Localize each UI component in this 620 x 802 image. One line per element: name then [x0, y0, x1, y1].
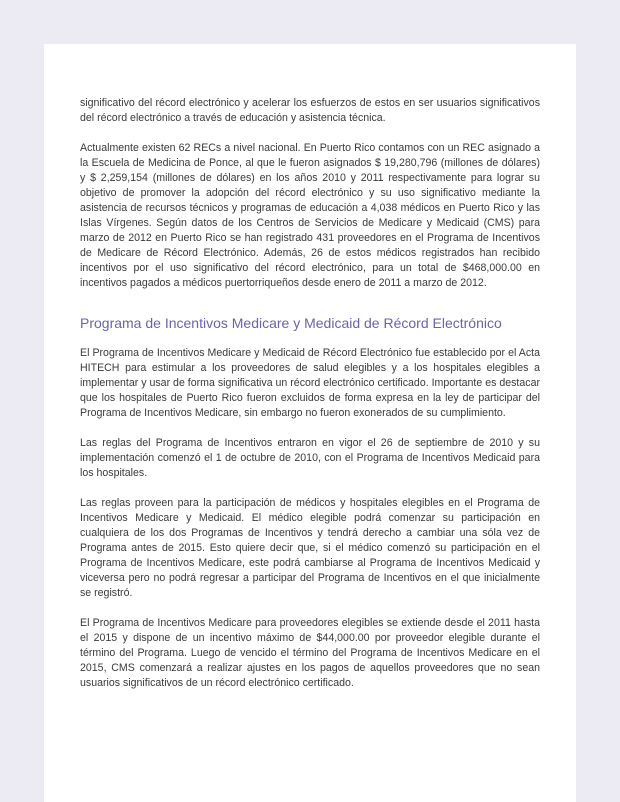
- document-page: [44, 44, 576, 802]
- paragraph-rules-effective: Las reglas del Programa de Incentivos entraron en vigor el 26 de septiembre de 2010 y su implementación comenzó el 1 de octubre de 2010, con el Programa de Incentivos Medicaid para los hospitales.: [80, 437, 540, 479]
- section-heading: Programa de Incentivos Medicare y Medicaid de Récord Electrónico: [80, 315, 502, 331]
- paragraph-continuation: significativo del récord electrónico y acelerar los esfuerzos de estos en ser usuarios significativos del récord electrónico a través de educación y asistencia técnica.: [80, 97, 540, 124]
- paragraph-participation: Las reglas proveen para la participación de médicos y hospitales elegibles en el Programa de Incentivos Medicare y Medicaid. El médico elegible podrá comenzar su participación en cualquiera de los dos Programas de Incentivos y tendrá derecho a cambiar una sóla vez de Programa antes de 2015. Esto quiere decir que, si el médico comenzó su participación en el Programa de Incentivos Medicare, este podrá cambiarse al Programa de Incentivos Medicaid y viceversa pero no podrá regresar a participar del Programa de Incentivos en el que inicialmente se registró.: [80, 497, 540, 599]
- paragraph-program-intro: El Programa de Incentivos Medicare y Medicaid de Récord Electrónico fue establecido por el Acta HITECH para estimular a los proveedores de salud elegibles y a los hospitales elegibles a implementar y usar de forma significativa un récord electrónico certificado. Importante es destacar que los hospitales de Puerto Rico fueron excluidos de forma expresa en la ley de participar del Programa de Incentivos Medicare, sin embargo no fueron exonerados de su cumplimiento.: [80, 347, 540, 419]
- paragraph-medicare-incentive: El Programa de Incentivos Medicare para proveedores elegibles se extiende desde el 2011 hasta el 2015 y dispone de un incentivo máximo de $44,000.00 por proveedor elegible durante el término del Programa. Luego de vencido el término del Programa de Incentivos Medicare en el 2015, CMS comenzará a realizar ajustes en los pagos de aquellos proveedores que no sean usuarios significativos de un récord electrónico certificado.: [80, 617, 540, 689]
- document-body: [80, 96, 540, 706]
- paragraph-recs: Actualmente existen 62 RECs a nivel nacional. En Puerto Rico contamos con un REC asignado a la Escuela de Medicina de Ponce, al que le fueron asignados $ 19,280,796 (millones de dólares) y $ 2,259,154 (millones de dólares) en los años 2010 y 2011 respectivamente para lograr su objetivo de promover la adopción del récord electrónico y su uso significativo mediante la asistencia de recursos técnicos y programas de educación a 4,038 médicos en Puerto Rico y las Islas Vírgenes. Según datos de los Centros de Servicios de Medicare y Medicaid (CMS) para marzo de 2012 en Puerto Rico se han registrado 431 proveedores en el Programa de Incentivos de Medicare de Récord Electrónico. Además, 26 de estos médicos registrados han recibido incentivos por el uso significativo del récord electrónico, para un total de $468,000.00 en incentivos pagados a médicos puertorriqueños desde enero de 2011 a marzo de 2012.: [80, 142, 540, 289]
